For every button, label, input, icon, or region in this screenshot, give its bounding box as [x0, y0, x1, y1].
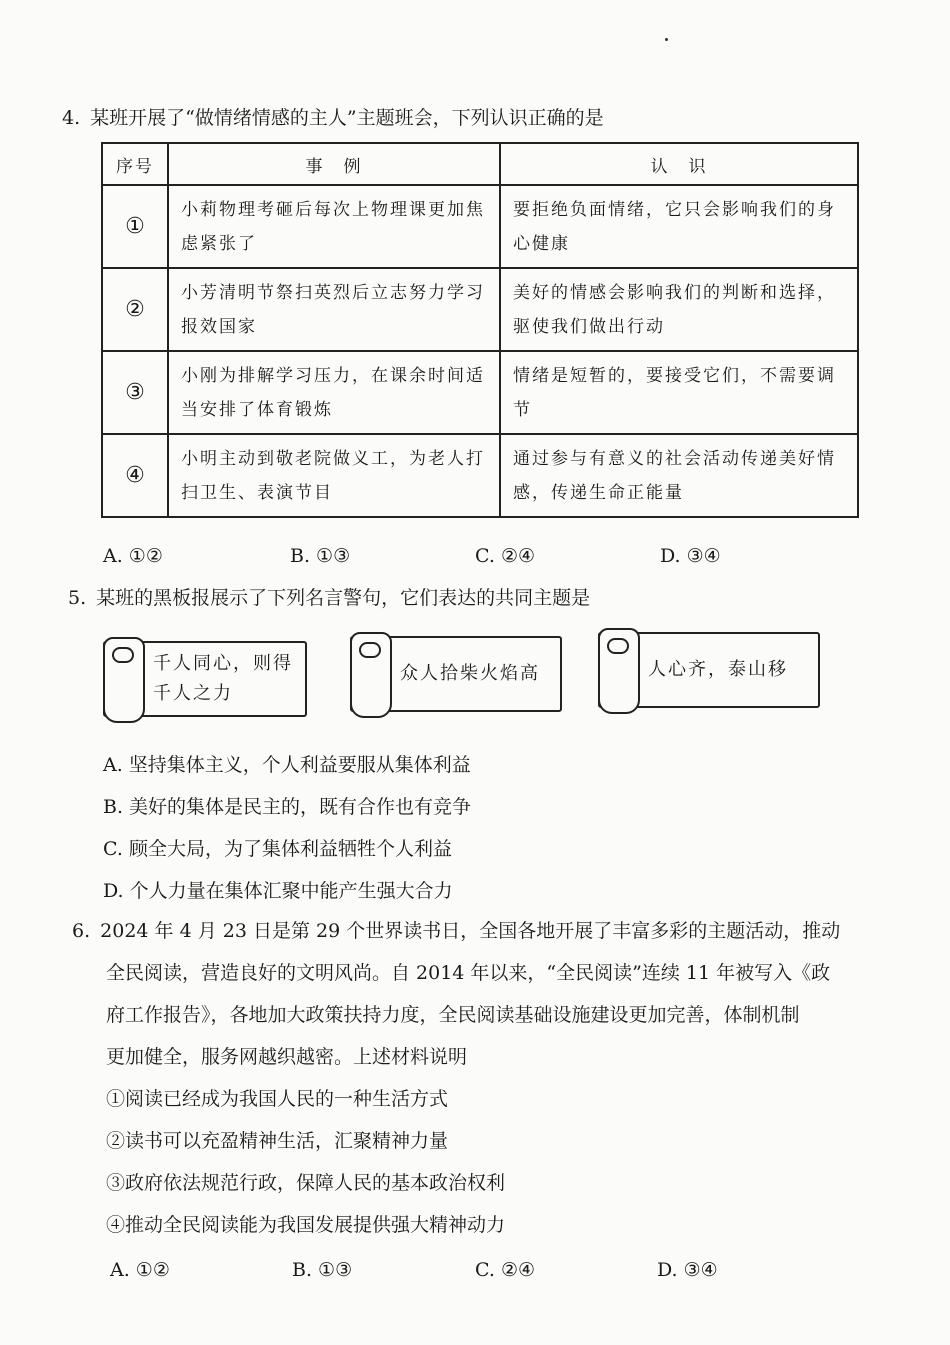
question-6-stem-line: 府工作报告》，各地加大政策扶持力度，全民阅读基础设施建设更加完善，体制机制 [106, 1004, 800, 1026]
row-view: 情绪是短暂的，要接受它们，不需要调节 [513, 365, 836, 420]
table-header-row [102, 143, 858, 185]
table-row [102, 185, 858, 268]
option-a[interactable]: A. ①② [110, 1259, 170, 1281]
quote-text: 千人同心，则得千人之力 [153, 653, 293, 704]
question-4-table [101, 142, 859, 518]
question-number: 4. [62, 107, 81, 129]
table-row [102, 434, 858, 517]
row-number: ② [102, 268, 168, 351]
statement-item: ②读书可以充盈精神生活，汇聚精神力量 [106, 1130, 449, 1152]
option-a[interactable]: A. ①② [103, 545, 163, 567]
option-b[interactable]: B. 美好的集体是民主的，既有合作也有竞争 [103, 796, 472, 818]
row-number: ③ [102, 351, 168, 434]
row-view: 要拒绝负面情绪，它只会影响我们的身心健康 [513, 199, 836, 254]
scroll-curl-icon [598, 628, 640, 714]
row-view: 通过参与有意义的社会活动传递美好情感，传递生命正能量 [513, 448, 836, 503]
option-d[interactable]: D. ③④ [660, 545, 721, 567]
header-case: 事 例 [168, 143, 500, 185]
scroll-curl-icon [350, 632, 392, 718]
scroll-curl-icon [103, 637, 145, 723]
row-view: 美好的情感会影响我们的判断和选择，驱使我们做出行动 [513, 282, 836, 337]
row-case: 小刚为排解学习压力，在课余时间适当安排了体育锻炼 [181, 365, 485, 420]
statement-item: ④推动全民阅读能为我国发展提供强大精神动力 [106, 1214, 506, 1236]
quote-scroll [598, 632, 820, 708]
question-number: 5. [68, 587, 87, 609]
option-d[interactable]: D. ③④ [657, 1259, 718, 1281]
question-4-stem [62, 105, 604, 131]
option-c[interactable]: C. ②④ [475, 545, 536, 567]
question-6-stem-line: 全民阅读，营造良好的文明风尚。自 2014 年以来，“全民阅读”连续 11 年被写入《政 [106, 962, 831, 984]
question-text: 某班的黑板报展示了下列名言警句，它们表达的共同主题是 [96, 587, 591, 609]
option-c[interactable]: C. ②④ [475, 1259, 536, 1281]
quote-text: 众人拾柴火焰高 [400, 663, 540, 684]
option-b[interactable]: B. ①③ [290, 545, 351, 567]
quote-scroll [103, 641, 307, 717]
table-row [102, 351, 858, 434]
scan-speck [665, 38, 668, 41]
row-case: 小明主动到敬老院做义工，为老人打扫卫生、表演节目 [181, 448, 485, 503]
row-number: ④ [102, 434, 168, 517]
question-6-stem-line [72, 916, 840, 943]
statement-item: ③政府依法规范行政，保障人民的基本政治权利 [106, 1172, 506, 1194]
header-view: 认 识 [500, 143, 858, 185]
table-row [102, 268, 858, 351]
question-text: 某班开展了“做情绪情感的主人”主题班会，下列认识正确的是 [90, 107, 604, 129]
row-case: 小莉物理考砸后每次上物理课更加焦虑紧张了 [181, 199, 485, 254]
row-number: ① [102, 185, 168, 268]
quote-text: 人心齐，泰山移 [648, 659, 788, 680]
row-case: 小芳清明节祭扫英烈后立志努力学习报效国家 [181, 282, 485, 337]
statement-item: ①阅读已经成为我国人民的一种生活方式 [106, 1088, 449, 1110]
question-6-stem-line: 更加健全，服务网越织越密。上述材料说明 [106, 1046, 468, 1068]
header-number: 序号 [102, 143, 168, 185]
option-c[interactable]: C. 顾全大局，为了集体利益牺牲个人利益 [103, 838, 452, 860]
option-d[interactable]: D. 个人力量在集体汇聚中能产生强大合力 [103, 880, 453, 902]
option-a[interactable]: A. 坚持集体主义，个人利益要服从集体利益 [103, 754, 471, 776]
question-5-stem [68, 585, 590, 611]
question-text: 2024 年 4 月 23 日是第 29 个世界读书日，全国各地开展了丰富多彩的主题活动，推动 [100, 920, 841, 942]
quote-scroll [350, 636, 562, 712]
question-number: 6. [72, 920, 91, 942]
option-b[interactable]: B. ①③ [292, 1259, 353, 1281]
